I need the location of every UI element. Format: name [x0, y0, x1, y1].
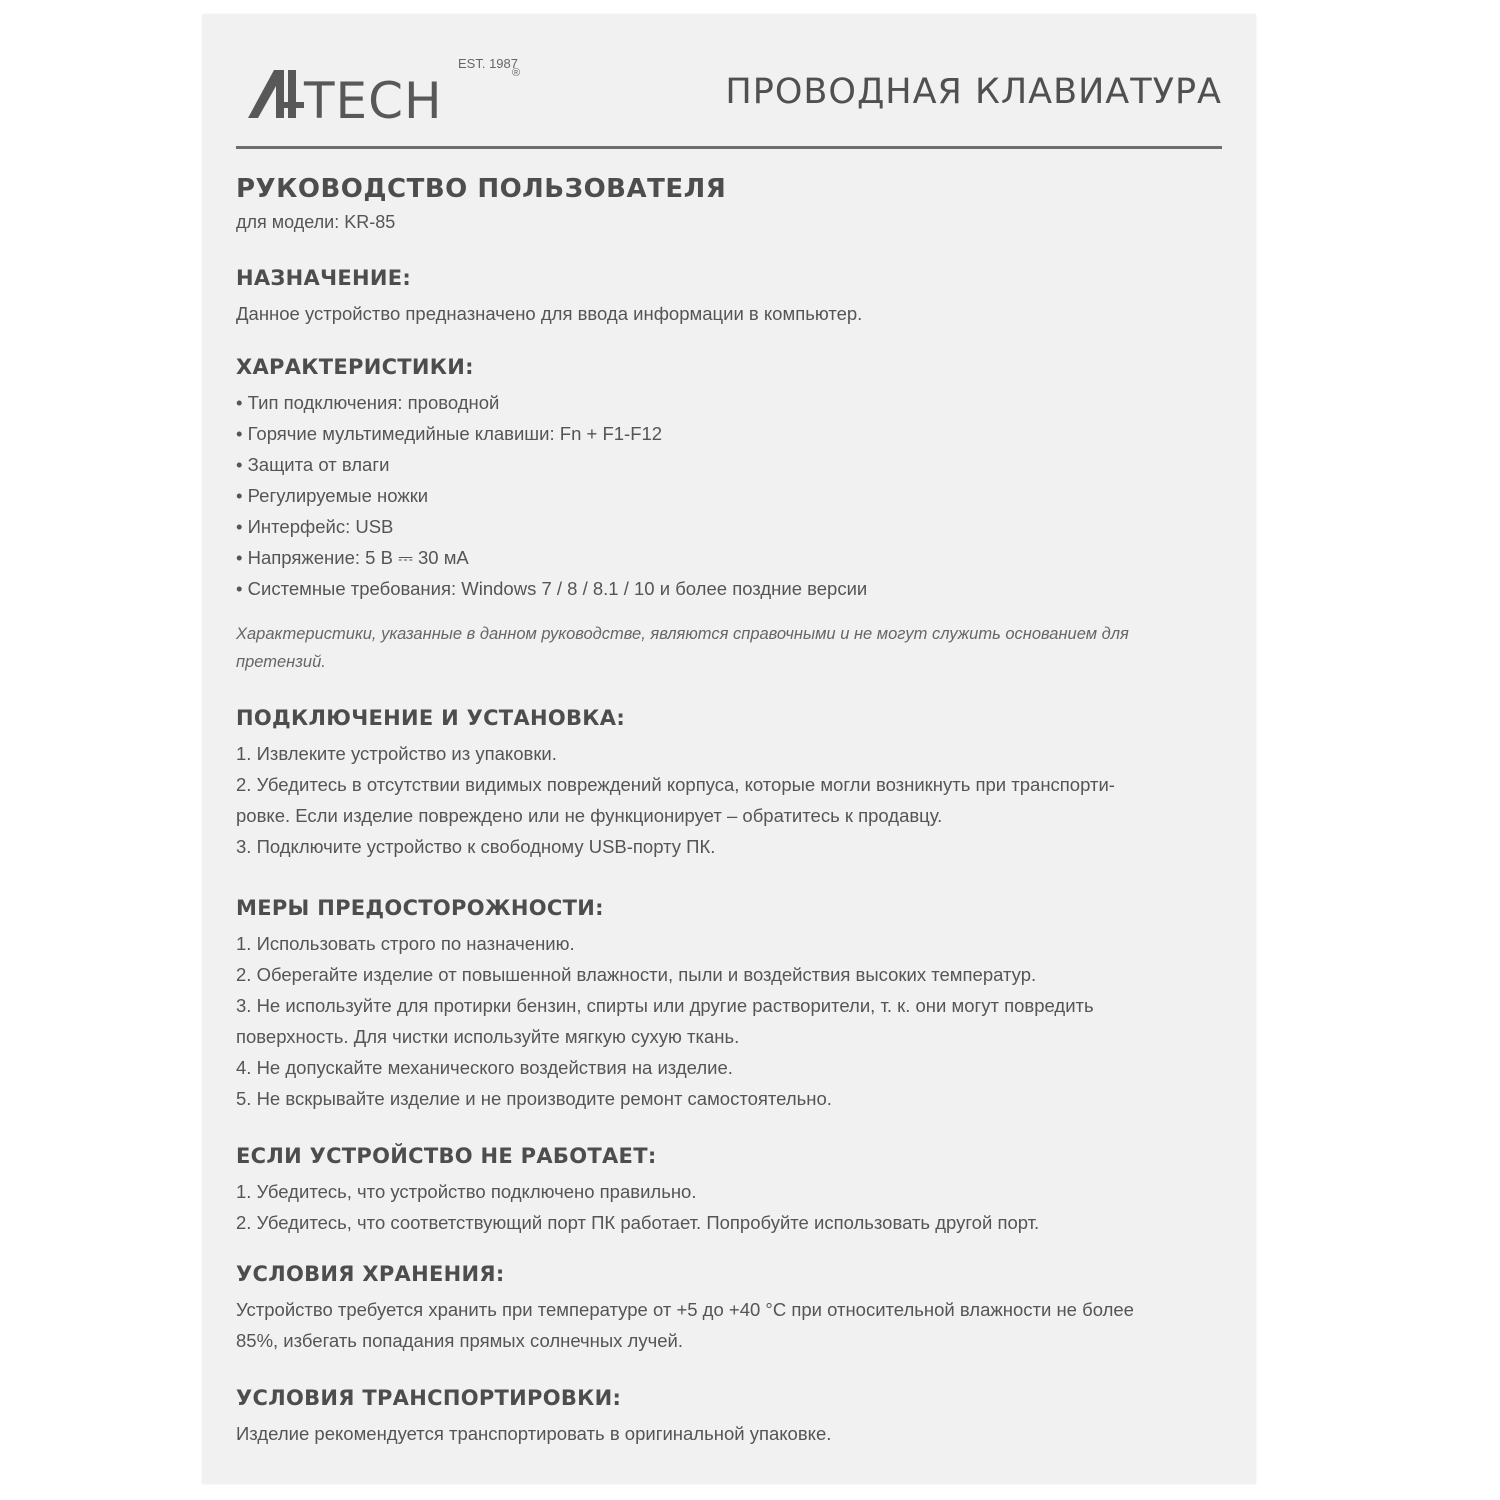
storage-text-line: 85%, избегать попадания прямых солнечных лучей.	[236, 1330, 684, 1351]
section-transport	[236, 1382, 1226, 1449]
section-install	[236, 702, 1226, 862]
list-item: • Горячие мультимедийные клавиши: Fn + F1-F12	[236, 418, 1226, 449]
list-item: 2. Оберегайте изделие от повышенной влажности, пыли и воздействия высоких температур.	[236, 964, 1037, 985]
list-item: поверхность. Для чистки используйте мягкую сухую ткань.	[236, 1026, 740, 1047]
section-title: УСЛОВИЯ ХРАНЕНИЯ:	[236, 1262, 505, 1286]
section-title: НАЗНАЧЕНИЕ:	[236, 266, 412, 290]
manual-content	[236, 170, 1226, 1449]
svg-text:EST. 1987: EST. 1987	[458, 56, 518, 71]
section-storage	[236, 1258, 1226, 1356]
storage-text-line: Устройство требуется хранить при температуре от +5 до +40 °C при относительной влажности не более	[236, 1299, 1134, 1320]
list-item: • Регулируемые ножки	[236, 480, 1226, 511]
section-title: ПОДКЛЮЧЕНИЕ И УСТАНОВКА:	[236, 706, 626, 730]
troubleshoot-list	[236, 1176, 1226, 1238]
list-item: 2. Убедитесь в отсутствии видимых повреждений корпуса, которые могли возникнуть при транспорти-	[236, 774, 1115, 795]
document-title: ПРОВОДНАЯ КЛАВИАТУРА	[725, 72, 1222, 112]
transport-text: Изделие рекомендуется транспортировать в оригинальной упаковке.	[236, 1423, 832, 1444]
precautions-list	[236, 928, 1226, 1114]
section-purpose	[236, 262, 1226, 329]
list-item: • Интерфейс: USB	[236, 511, 1226, 542]
section-troubleshoot	[236, 1140, 1226, 1238]
list-item: 1. Использовать строго по назначению.	[236, 933, 575, 954]
section-precautions	[236, 892, 1226, 1114]
header-divider	[236, 146, 1222, 149]
list-item: 5. Не вскрывайте изделие и не производите ремонт самостоятельно.	[236, 1088, 832, 1109]
specs-disclaimer: Характеристики, указанные в данном руководстве, являются справочными и не могут служить основанием для претензий.	[236, 625, 1129, 671]
section-title: ХАРАКТЕРИСТИКИ:	[236, 355, 474, 379]
list-item: 3. Подключите устройство к свободному USB-порту ПК.	[236, 836, 716, 857]
install-steps	[236, 738, 1226, 862]
model-label: для модели: KR-85	[236, 212, 396, 232]
list-item: 2. Убедитесь, что соответствующий порт ПК работает. Попробуйте использовать другой порт.	[236, 1212, 1040, 1233]
svg-text:TECH: TECH	[304, 72, 443, 124]
section-specs	[236, 351, 1226, 676]
list-item: ровке. Если изделие повреждено или не функционирует – обратитесь к продавцу.	[236, 805, 943, 826]
list-item: • Напряжение: 5 В ⎓ 30 мА	[236, 542, 1226, 573]
list-item: • Защита от влаги	[236, 449, 1226, 480]
svg-text:®: ®	[512, 67, 521, 79]
list-item: 3. Не используйте для протирки бензин, спирты или другие растворители, т. к. они могут повредить	[236, 995, 1094, 1016]
manual-title: РУКОВОДСТВО ПОЛЬЗОВАТЕЛЯ	[236, 174, 727, 204]
list-item: • Системные требования: Windows 7 / 8 / 8.1 / 10 и более поздние версии	[236, 573, 1226, 604]
purpose-text: Данное устройство предназначено для ввода информации в компьютер.	[236, 303, 863, 324]
list-item: 1. Извлеките устройство из упаковки.	[236, 743, 557, 764]
section-title: ЕСЛИ УСТРОЙСТВО НЕ РАБОТАЕТ:	[236, 1144, 657, 1168]
list-item: 4. Не допускайте механического воздействия на изделие.	[236, 1057, 733, 1078]
brand-logo	[244, 52, 534, 124]
section-title: МЕРЫ ПРЕДОСТОРОЖНОСТИ:	[236, 896, 604, 920]
list-item: • Тип подключения: проводной	[236, 387, 1226, 418]
section-title: УСЛОВИЯ ТРАНСПОРТИРОВКИ:	[236, 1386, 622, 1410]
list-item: 1. Убедитесь, что устройство подключено правильно.	[236, 1181, 697, 1202]
specs-list	[236, 387, 1226, 604]
